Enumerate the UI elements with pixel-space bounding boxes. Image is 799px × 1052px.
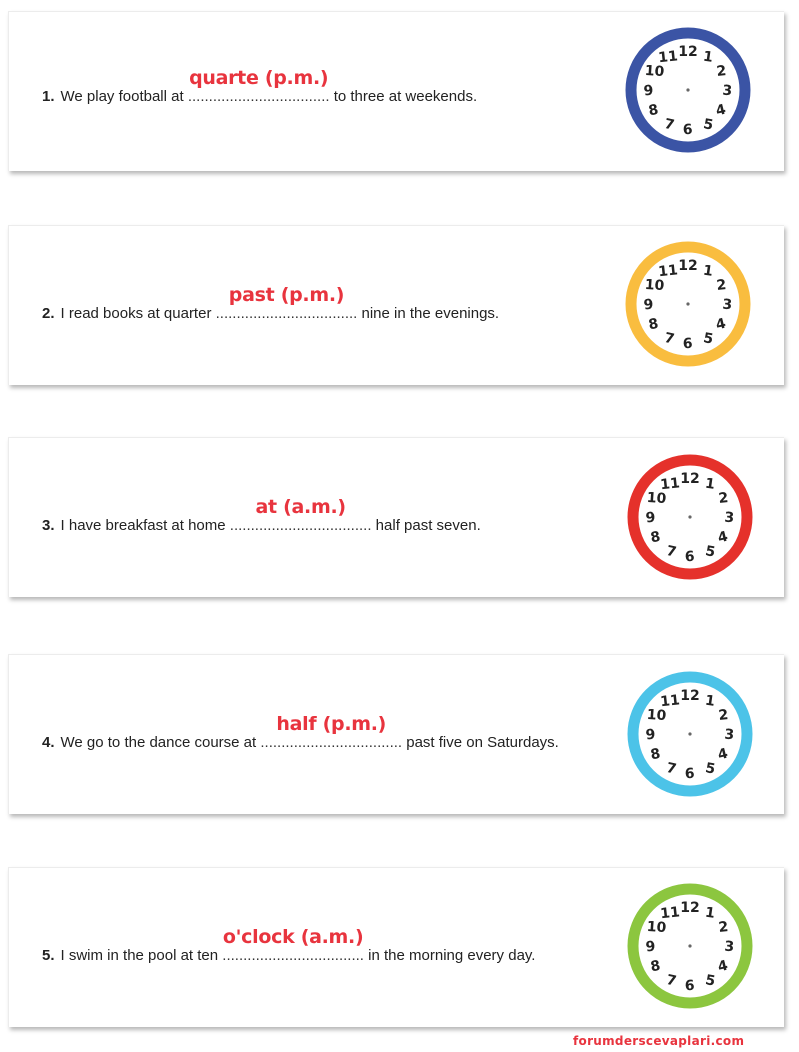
clock-numeral: 10 bbox=[646, 918, 667, 937]
clock-numeral: 4 bbox=[716, 528, 730, 547]
sentence-after: past five on Saturdays. bbox=[406, 734, 559, 751]
clock-numeral: 8 bbox=[649, 745, 662, 764]
blank-dots: .................................. bbox=[222, 947, 364, 964]
clock-numeral: 12 bbox=[678, 258, 698, 274]
clock-center bbox=[686, 302, 689, 305]
sentence-after: nine in the evenings. bbox=[361, 305, 500, 322]
clock-numeral: 9 bbox=[644, 938, 657, 956]
blank-dots: .................................. bbox=[215, 305, 358, 322]
handwritten-answer: o'clock (a.m.) bbox=[222, 926, 364, 948]
clock-numeral: 8 bbox=[647, 315, 660, 334]
clock-numeral: 12 bbox=[678, 44, 698, 60]
clock-numeral: 5 bbox=[702, 116, 715, 134]
clock-numeral: 4 bbox=[716, 745, 730, 764]
clock-numeral: 2 bbox=[717, 490, 730, 507]
blank-dots: .................................. bbox=[187, 88, 330, 105]
answer-blank bbox=[260, 713, 403, 751]
clock-numeral: 8 bbox=[649, 528, 662, 547]
answer-blank bbox=[222, 926, 364, 964]
clock-numeral: 3 bbox=[721, 82, 733, 100]
sentence-before: I read books at quarter bbox=[60, 305, 212, 322]
clock-numeral: 6 bbox=[684, 765, 696, 783]
clock-numeral: 9 bbox=[644, 726, 657, 744]
clock-numeral: 5 bbox=[704, 760, 717, 778]
clock-numeral: 11 bbox=[657, 48, 679, 67]
clock-numeral: 7 bbox=[664, 972, 678, 990]
clock-numeral: 9 bbox=[642, 296, 655, 314]
clock-numeral: 4 bbox=[714, 101, 728, 120]
clock-icon bbox=[623, 25, 753, 155]
exercise-card-4 bbox=[8, 654, 784, 814]
clock-numeral: 2 bbox=[717, 707, 730, 724]
clock-numeral: 5 bbox=[704, 543, 717, 561]
clock-numeral: 1 bbox=[704, 692, 716, 710]
exercise-card-5 bbox=[8, 867, 784, 1027]
clock-numeral: 3 bbox=[721, 296, 733, 314]
handwritten-answer: half (p.m.) bbox=[276, 713, 387, 735]
clock-numeral: 2 bbox=[715, 277, 728, 294]
clock-numeral: 4 bbox=[716, 957, 730, 976]
clock-numeral: 6 bbox=[684, 548, 696, 566]
item-number: 5. bbox=[42, 947, 55, 964]
clock-numeral: 11 bbox=[659, 904, 681, 923]
clock-numeral: 10 bbox=[644, 276, 665, 295]
clock-icon bbox=[625, 669, 755, 799]
handwritten-answer: past (p.m.) bbox=[228, 284, 345, 306]
clock-numeral: 2 bbox=[715, 63, 728, 80]
blank-dots: .................................. bbox=[260, 734, 403, 751]
clock-numeral: 2 bbox=[717, 919, 730, 936]
clock-icon bbox=[623, 239, 753, 369]
item-number: 4. bbox=[42, 734, 55, 751]
exercise-card-2 bbox=[8, 225, 784, 385]
clock-numeral: 7 bbox=[664, 760, 678, 778]
sentence-4 bbox=[42, 713, 559, 751]
watermark: forumderscevaplari.com bbox=[573, 1034, 745, 1048]
clock-numeral: 6 bbox=[682, 335, 694, 353]
clock-numeral: 11 bbox=[659, 475, 681, 494]
clock-center bbox=[688, 515, 691, 518]
clock-center bbox=[688, 944, 691, 947]
sentence-before: We play football at bbox=[60, 88, 184, 105]
clock-numeral: 8 bbox=[649, 957, 662, 976]
sentence-after: to three at weekends. bbox=[333, 88, 478, 105]
sentence-after: in the morning every day. bbox=[368, 947, 536, 964]
sentence-before: We go to the dance course at bbox=[60, 734, 257, 751]
clock-numeral: 1 bbox=[704, 475, 716, 493]
sentence-3 bbox=[42, 496, 481, 534]
answer-blank bbox=[215, 284, 358, 322]
clock-numeral: 4 bbox=[714, 315, 728, 334]
clock-icon bbox=[625, 452, 755, 582]
clock-numeral: 8 bbox=[647, 101, 660, 120]
clock-numeral: 1 bbox=[702, 262, 714, 280]
clock-numeral: 7 bbox=[662, 330, 676, 348]
sentence-after: half past seven. bbox=[375, 517, 481, 534]
clock-numeral: 5 bbox=[702, 330, 715, 348]
sentence-before: I have breakfast at home bbox=[60, 517, 226, 534]
handwritten-answer: quarte (p.m.) bbox=[189, 67, 329, 89]
answer-blank bbox=[187, 67, 330, 105]
clock-numeral: 11 bbox=[659, 692, 681, 711]
answer-blank bbox=[229, 496, 372, 534]
clock-numeral: 12 bbox=[680, 471, 700, 487]
sentence-5 bbox=[42, 926, 536, 964]
clock-numeral: 1 bbox=[704, 904, 716, 922]
item-number: 2. bbox=[42, 305, 55, 322]
clock-numeral: 12 bbox=[680, 688, 700, 704]
clock-numeral: 10 bbox=[646, 489, 667, 508]
clock-icon bbox=[625, 881, 755, 1011]
exercise-card-3 bbox=[8, 437, 784, 597]
clock-numeral: 9 bbox=[642, 82, 655, 100]
clock-numeral: 5 bbox=[704, 972, 717, 990]
sentence-before: I swim in the pool at ten bbox=[60, 947, 219, 964]
clock-numeral: 10 bbox=[644, 62, 665, 81]
clock-numeral: 7 bbox=[664, 543, 678, 561]
item-number: 3. bbox=[42, 517, 55, 534]
item-number: 1. bbox=[42, 88, 55, 105]
clock-center bbox=[688, 732, 691, 735]
exercise-card-1 bbox=[8, 11, 784, 171]
clock-numeral: 12 bbox=[680, 900, 700, 916]
clock-center bbox=[686, 88, 689, 91]
clock-numeral: 6 bbox=[684, 977, 696, 995]
clock-numeral: 1 bbox=[702, 48, 714, 66]
sentence-1 bbox=[42, 67, 478, 105]
handwritten-answer: at (a.m.) bbox=[255, 496, 346, 518]
clock-numeral: 10 bbox=[646, 706, 667, 725]
sentence-2 bbox=[42, 284, 500, 322]
clock-numeral: 3 bbox=[723, 509, 735, 527]
clock-numeral: 11 bbox=[657, 262, 679, 281]
blank-dots: .................................. bbox=[229, 517, 372, 534]
clock-numeral: 6 bbox=[682, 121, 694, 139]
clock-numeral: 3 bbox=[723, 726, 735, 744]
clock-numeral: 7 bbox=[662, 116, 676, 134]
clock-numeral: 9 bbox=[644, 509, 657, 527]
clock-numeral: 3 bbox=[723, 938, 735, 956]
